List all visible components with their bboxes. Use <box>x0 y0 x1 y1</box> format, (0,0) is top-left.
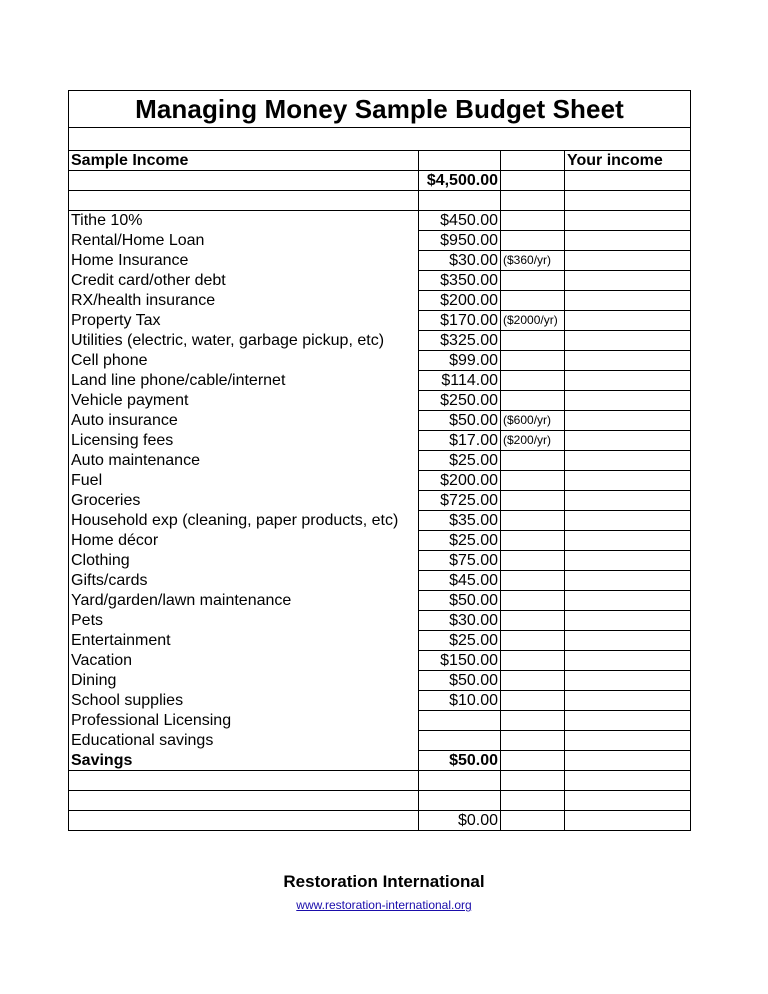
expense-row <box>69 711 690 731</box>
expense-amount: $200.00 <box>419 471 501 491</box>
expense-label: Pets <box>71 612 104 629</box>
expense-note <box>501 371 565 391</box>
expense-label: Clothing <box>71 552 130 569</box>
expense-amount: $10.00 <box>419 691 501 711</box>
expense-amount: $350.00 <box>419 271 501 291</box>
expense-note <box>501 351 565 371</box>
expense-row <box>69 291 690 311</box>
expense-row <box>69 231 690 251</box>
expense-label: School supplies <box>71 692 184 709</box>
expense-label: Dining <box>71 672 117 689</box>
expense-note <box>501 291 565 311</box>
expense-row <box>69 211 690 231</box>
expense-label: Vehicle payment <box>71 392 189 409</box>
savings-amount: $50.00 <box>419 751 501 771</box>
expense-label: Educational savings <box>71 732 214 749</box>
expense-row <box>69 531 690 551</box>
expense-label: Land line phone/cable/internet <box>71 372 286 389</box>
expense-label: Home Insurance <box>71 252 189 269</box>
expense-amount: $45.00 <box>419 571 501 591</box>
income-label: Sample Income <box>69 151 419 171</box>
expense-amount: $30.00 <box>419 251 501 271</box>
expense-row <box>69 391 690 411</box>
expense-label: Professional Licensing <box>71 712 232 729</box>
expense-label: Entertainment <box>71 632 171 649</box>
expense-label: Rental/Home Loan <box>71 232 205 249</box>
expense-note <box>501 391 565 411</box>
expense-row <box>69 331 690 351</box>
expense-row <box>69 451 690 471</box>
expense-amount: $50.00 <box>419 671 501 691</box>
expense-amount: $30.00 <box>419 611 501 631</box>
expense-label: Licensing fees <box>71 432 174 449</box>
expense-amount: $725.00 <box>419 491 501 511</box>
budget-table <box>69 151 690 830</box>
expense-note <box>501 691 565 711</box>
header-row <box>69 151 690 171</box>
expense-label: Fuel <box>71 472 103 489</box>
expense-amount: $75.00 <box>419 551 501 571</box>
expense-label: Credit card/other debt <box>71 272 226 289</box>
expense-note: ($360/yr) <box>501 251 565 271</box>
expense-note <box>501 571 565 591</box>
expense-amount: $17.00 <box>419 431 501 451</box>
expense-amount: $50.00 <box>419 411 501 431</box>
your-income-label: Your income <box>565 151 691 171</box>
expense-amount <box>419 731 501 751</box>
expense-amount: $25.00 <box>419 451 501 471</box>
expense-row <box>69 311 690 331</box>
expense-label: Home décor <box>71 532 159 549</box>
expense-label: Gifts/cards <box>71 572 148 589</box>
expense-note <box>501 451 565 471</box>
expense-label: Yard/garden/lawn maintenance <box>71 592 292 609</box>
income-amount: $4,500.00 <box>419 171 501 191</box>
expense-row <box>69 571 690 591</box>
expense-note <box>501 711 565 731</box>
expense-amount: $450.00 <box>419 211 501 231</box>
expense-amount: $950.00 <box>419 231 501 251</box>
total-row <box>69 811 690 831</box>
expense-amount: $170.00 <box>419 311 501 331</box>
expense-row <box>69 411 690 431</box>
expense-note <box>501 731 565 751</box>
expense-amount: $99.00 <box>419 351 501 371</box>
expense-label: Auto insurance <box>71 412 178 429</box>
expense-label: RX/health insurance <box>71 292 216 309</box>
expense-note <box>501 211 565 231</box>
expense-row <box>69 631 690 651</box>
expense-row <box>69 731 690 751</box>
page-title: Managing Money Sample Budget Sheet <box>135 93 624 124</box>
expense-amount: $25.00 <box>419 631 501 651</box>
expense-note <box>501 471 565 491</box>
expense-row <box>69 671 690 691</box>
expense-label: Utilities (electric, water, garbage pickup, etc) <box>71 332 385 349</box>
expense-note <box>501 631 565 651</box>
expense-label: Property Tax <box>71 312 161 329</box>
expense-row <box>69 471 690 491</box>
expense-note: ($2000/yr) <box>501 311 565 331</box>
expense-note <box>501 491 565 511</box>
expense-note <box>501 651 565 671</box>
income-row <box>69 171 690 191</box>
total-amount: $0.00 <box>419 811 501 831</box>
expense-label: Vacation <box>71 652 133 669</box>
expense-amount: $50.00 <box>419 591 501 611</box>
expense-label: Groceries <box>71 492 141 509</box>
expense-amount: $200.00 <box>419 291 501 311</box>
expense-row <box>69 551 690 571</box>
expense-note <box>501 531 565 551</box>
expense-note <box>501 671 565 691</box>
expense-note: ($600/yr) <box>501 411 565 431</box>
expense-label: Cell phone <box>71 352 148 369</box>
expense-amount: $25.00 <box>419 531 501 551</box>
footer-organization: Restoration International <box>283 872 485 891</box>
expense-amount: $35.00 <box>419 511 501 531</box>
expense-note: ($200/yr) <box>501 431 565 451</box>
expense-row <box>69 591 690 611</box>
blank-row <box>69 771 690 791</box>
expense-amount: $114.00 <box>419 371 501 391</box>
expense-row <box>69 251 690 271</box>
savings-label: Savings <box>69 751 419 771</box>
expense-label: Tithe 10% <box>71 212 143 230</box>
expense-row <box>69 351 690 371</box>
expense-row <box>69 371 690 391</box>
expense-row <box>69 431 690 451</box>
expense-note <box>501 591 565 611</box>
expense-row <box>69 511 690 531</box>
budget-sheet <box>68 90 691 831</box>
expense-row <box>69 691 690 711</box>
expense-row <box>69 651 690 671</box>
expense-amount: $250.00 <box>419 391 501 411</box>
blank-row <box>69 128 690 151</box>
expense-row <box>69 611 690 631</box>
savings-row <box>69 751 690 771</box>
blank-row <box>69 791 690 811</box>
expense-note <box>501 231 565 251</box>
expense-note <box>501 511 565 531</box>
expense-amount: $325.00 <box>419 331 501 351</box>
expense-row <box>69 491 690 511</box>
expense-amount: $150.00 <box>419 651 501 671</box>
expense-note <box>501 331 565 351</box>
expense-label: Auto maintenance <box>71 452 200 469</box>
footer-link[interactable]: www.restoration-international.org <box>296 898 472 912</box>
expense-note <box>501 551 565 571</box>
expense-row <box>69 271 690 291</box>
expense-note <box>501 271 565 291</box>
title-row <box>69 91 690 128</box>
expense-note <box>501 611 565 631</box>
spacer-row <box>69 191 690 211</box>
expense-amount <box>419 711 501 731</box>
expense-label: Household exp (cleaning, paper products, etc) <box>71 512 399 529</box>
